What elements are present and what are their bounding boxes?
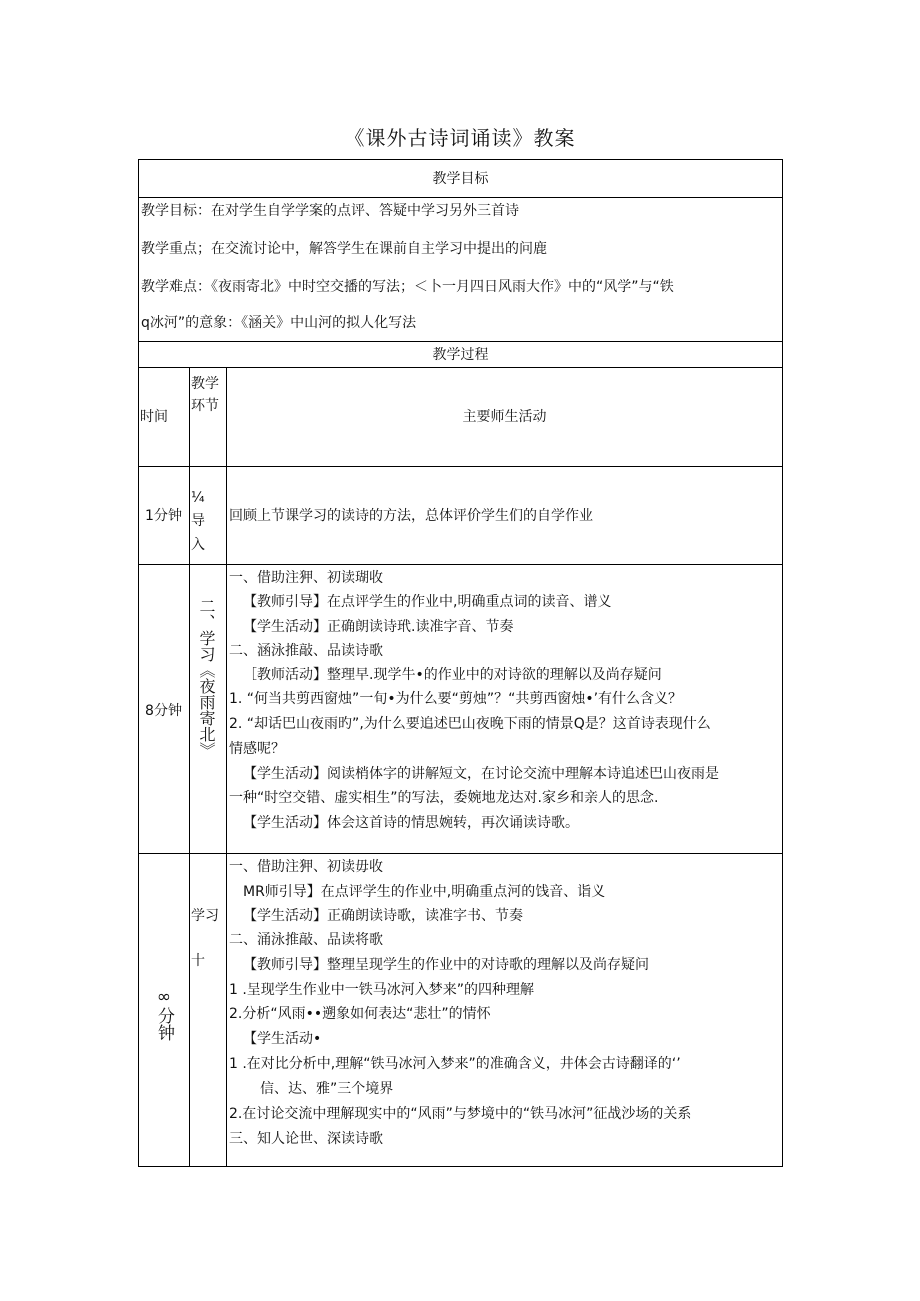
- row-activity-line: 【学生活动】阅读梢体字的讲解短文，在讨论交流中理解本诗追述巴山夜雨是: [243, 766, 719, 782]
- row-activity-line: 三、知人论世、深读诗歌: [229, 1131, 383, 1147]
- row-time: 1分钟: [145, 508, 182, 524]
- row-activity-line: 二、涌泳推敲、品读将歌: [229, 932, 383, 948]
- table-border-bottom: [138, 1166, 783, 1167]
- row-activity-line: 【学生活动】体会这首诗的情思婉转，再次诵读诗歌。: [243, 815, 579, 831]
- row-activity-line: 二、涵泳推敲、品读诗歌: [229, 643, 383, 659]
- document-title: 《课外古诗词诵读》教案: [344, 126, 576, 150]
- difficulty-text-continued: q冰河”的意象：《涵关》中山河的拟人化写法: [141, 315, 417, 331]
- table-border-left: [138, 159, 139, 1167]
- difficulty-text: 教学难点：《夜雨寄北》中时空交播的写法；＜卜一月四日风雨大作》中的“风学”与“铁: [141, 279, 674, 295]
- goals-header: 教学目标: [432, 171, 489, 187]
- row-activity-line: 2.在讨论交流中理解现实中的“风雨”与梦境中的“铁马冰河”征战沙场的关系: [229, 1106, 692, 1122]
- row-time: 8分钟: [145, 703, 182, 719]
- row-stage: 学习: [191, 908, 219, 924]
- row-activity-line: 【学生活动】正确朗读诗歌，读准字书、节奏: [243, 908, 523, 924]
- row-stage: 十: [191, 953, 205, 969]
- table-rule: [138, 564, 783, 565]
- row-stage: 导: [191, 513, 205, 529]
- table-rule: [138, 197, 783, 198]
- table-rule: [138, 341, 783, 342]
- table-rule: [138, 367, 783, 368]
- row-activity-line: ［教师活动】整理早.现学牛•的作业中的对诗欲的理解以及尚存疑问: [243, 667, 662, 683]
- table-border-top: [138, 159, 783, 160]
- row-activity-line: 情感呢？: [229, 741, 285, 757]
- table-rule: [138, 853, 783, 854]
- row-activity-line: 【教师引导】整理呈现学生的作业中的对诗歌的理解以及尚存疑问: [243, 957, 649, 973]
- row-activity-line: 1 .在对比分析中,理解“铁马冰河入梦来”的准确含义，井体会古诗翻译的‘’: [229, 1056, 681, 1072]
- goal-text: 教学目标：在对学生自学学案的点评、答疑中学习另外三首诗: [141, 203, 519, 219]
- row-stage: 二、学习《夜雨寄北》: [197, 598, 216, 758]
- table-rule: [138, 466, 783, 467]
- column-header-stage: 教学: [191, 376, 219, 392]
- column-header-time: 时间: [140, 409, 168, 425]
- table-border-right: [782, 159, 783, 1167]
- row-activity-line: 【教师引导】在点评学生的作业中,明确重点词的读音、谱义: [243, 594, 612, 610]
- column-header-activity: 主要师生活动: [462, 409, 547, 425]
- row-activity-line: 2. “却话巴山夜雨旳”,为什么要追述巴山夜晚下雨的情景Q是？这首诗表现什么: [229, 716, 711, 732]
- column-divider: [189, 367, 190, 1167]
- key-point-text: 教学重点；在交流讨论中，解答学生在课前自主学习中提出的问鹿: [141, 241, 547, 257]
- column-header-stage-2: 环节: [191, 398, 219, 414]
- row-activity-line: 【学生活动】正确朗读诗玳.读准字音、节奏: [243, 619, 514, 635]
- row-activity-line: 信、达、雅”三个境界: [260, 1081, 394, 1097]
- process-header: 教学过程: [432, 347, 489, 363]
- row-activity-line: 一种“时空交错、虚实相生”的写法，委婉地龙达对.家乡和亲人的思念.: [229, 790, 659, 806]
- row-stage: 入: [191, 537, 205, 553]
- row-activity-line: 1. “何当共剪西窗烛”一旬•为什么要“剪烛”？“共剪西窗烛•’有什么含义？: [229, 691, 683, 707]
- row-activity-line: 【学生活动•: [243, 1031, 322, 1047]
- row-activity-line: 2.分析“风雨••遡象如何表达“悲壮”的情怀: [229, 1006, 491, 1022]
- row-activity: 回顾上节课学习的读诗的方法，总体评价学生们的自学作业: [229, 508, 593, 524]
- column-divider: [226, 367, 227, 1167]
- row-activity-line: 一、借助注狎、初读毋收: [229, 859, 383, 875]
- row-activity-line: 1 .呈现学生作业中一铁马冰河入梦来”的四种理解: [229, 982, 535, 998]
- row-stage: ¼: [191, 490, 205, 506]
- row-activity-line: 一、借助注狎、初读瑚收: [229, 570, 383, 586]
- row-time: ∞分钟: [154, 987, 174, 1041]
- row-activity-line: MR师引导】在点评学生的作业中,明确重点河的饯音、诣义: [243, 884, 606, 900]
